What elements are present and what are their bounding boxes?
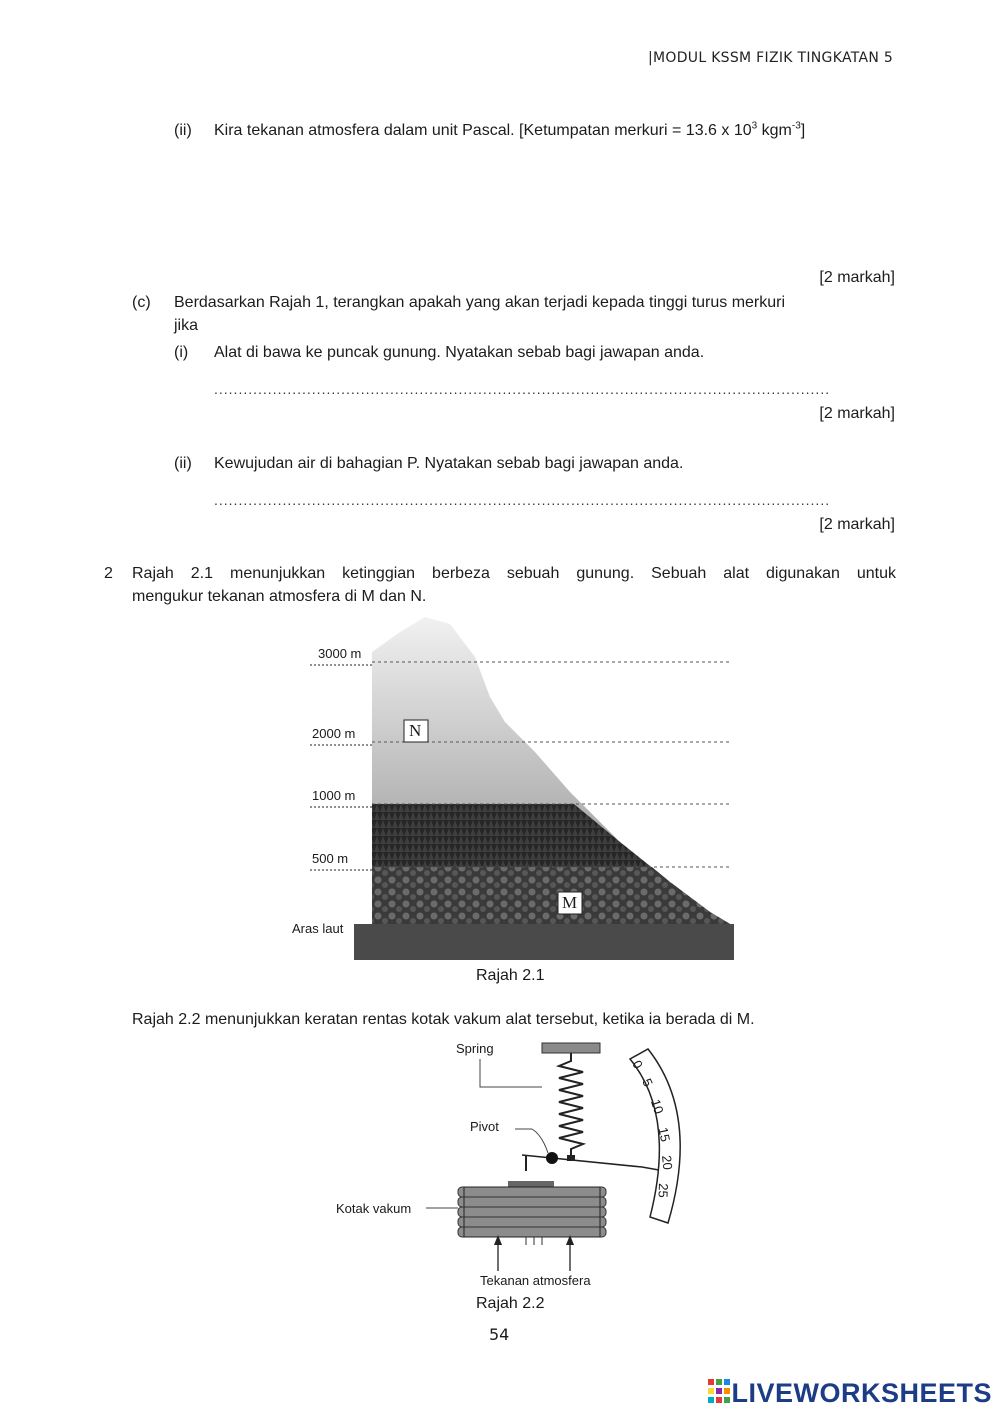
vacuum-box-label: Kotak vakum: [336, 1201, 412, 1216]
figure-2-2: [330, 1035, 700, 1295]
atmospheric-pressure-label: Tekanan atmosfera: [480, 1273, 591, 1288]
q1c-number: (c): [132, 294, 151, 311]
pointer-arm: [522, 1155, 642, 1167]
level-label-sea: Aras laut: [292, 921, 344, 936]
q1c-i-answer-line[interactable]: ..............................................................................................................................: [214, 381, 831, 397]
mountain-illustration: [290, 612, 740, 964]
scale-tick-20: 20: [659, 1154, 676, 1171]
q1c-ii-question: Kewujudan air di bahagian P. Nyatakan sebab bagi jawapan anda.: [214, 455, 684, 472]
q2-number: 2: [104, 565, 113, 582]
q1c-i-marks: [2 markah]: [819, 405, 895, 422]
q1b-ii-number: (ii): [174, 122, 192, 139]
sea-level-ground: [354, 924, 734, 960]
point-m-label: M: [562, 893, 578, 912]
scale-tick-0: 0: [629, 1057, 646, 1072]
mountain-rocks: [372, 867, 730, 924]
q1c-i-question: Alat di bawa ke puncak gunung. Nyatakan sebab bagi jawapan anda.: [214, 344, 705, 361]
q1c-question-line1: Berdasarkan Rajah 1, terangkan apakah yang akan terjadi kepada tinggi turus merkuri: [174, 294, 786, 311]
scale-tick-5: 5: [639, 1076, 656, 1089]
q1b-ii-question: Kira tekanan atmosfera dalam unit Pascal. [Ketumpatan merkuri = 13.6 x $10^3$ kgm$^{-3}$]: [214, 120, 806, 139]
page-header: |MODUL KSSM FIZIK TINGKATAN 5: [648, 50, 894, 66]
scale-tick-10: 10: [647, 1097, 667, 1116]
scale-tick-25: 25: [655, 1183, 671, 1198]
level-label-3000: 3000 m: [318, 646, 362, 661]
q1c-ii-marks: [2 markah]: [819, 516, 895, 533]
q1c-ii-answer-line[interactable]: ..............................................................................................................................: [214, 492, 831, 508]
scale-tick-15: 15: [655, 1125, 674, 1144]
figure-2-1: [290, 612, 740, 964]
figure-2-2-intro: Rajah 2.2 menunjukkan keratan rentas kotak vakum alat tersebut, ketika ia berada di M.: [132, 1011, 755, 1028]
vacuum-box-diagram: [330, 1035, 700, 1295]
point-n-label: N: [409, 721, 422, 740]
spring: [559, 1053, 583, 1157]
q2-question-line2: mengukur tekanan atmosfera di M dan N.: [132, 588, 427, 605]
level-label-1000: 1000 m: [312, 788, 356, 803]
q1c-ii-number: (ii): [174, 455, 192, 472]
spring-label: Spring: [456, 1041, 494, 1056]
level-label-2000: 2000 m: [312, 726, 356, 741]
figure-2-2-caption: Rajah 2.2: [476, 1295, 545, 1312]
page-number: 54: [489, 1325, 510, 1344]
liveworksheets-brand[interactable]: LIVEWORKSHEETS: [731, 1378, 992, 1408]
q1c-i-number: (i): [174, 344, 189, 361]
q1c-question-line2: jika: [174, 317, 199, 334]
spring-mount: [542, 1043, 600, 1053]
pivot: [546, 1152, 558, 1164]
figure-2-1-caption: Rajah 2.1: [476, 967, 545, 984]
q2-question-line1: Rajah 2.1 menunjukkan ketinggian berbeza sebuah gunung. Sebuah alat digunakan untuk: [132, 565, 896, 582]
pivot-label: Pivot: [470, 1119, 499, 1134]
level-label-500: 500 m: [312, 851, 349, 866]
liveworksheets-logo-icon: [708, 1379, 730, 1403]
q1b-ii-marks: [2 markah]: [819, 269, 895, 286]
